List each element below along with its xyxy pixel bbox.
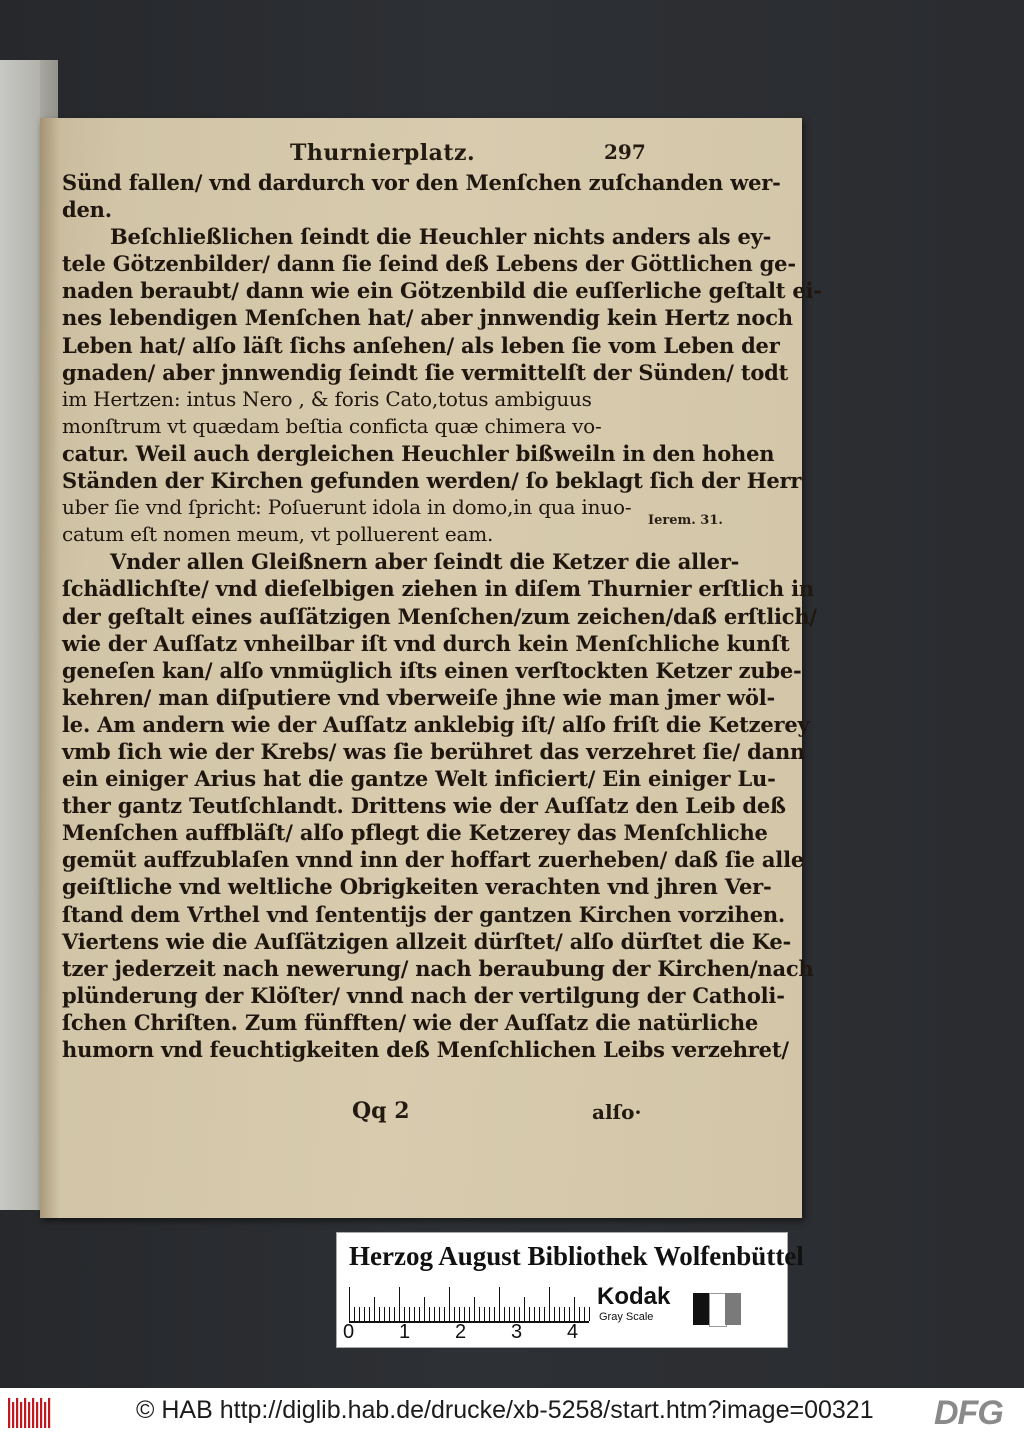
ruler-tick [509, 1307, 510, 1321]
footer-credit-link[interactable]: © HAB http://diglib.hab.de/drucke/xb-5258/start.htm?image=00321 [136, 1396, 874, 1424]
ruler-tick [349, 1287, 350, 1321]
hab-logo-bar [36, 1402, 38, 1428]
ruler-tick [499, 1287, 500, 1321]
ruler [349, 1281, 589, 1323]
text-line: den. [62, 197, 112, 223]
text-line: Viertens wie die Auſſätzigen allzeit dürſtet/ alſo dürſtet die Ke- [62, 928, 791, 954]
text-line: Vnder allen Gleißnern aber ſeindt die Ketzer die aller- [110, 549, 740, 575]
text-line: uber ſie vnd ſpricht: Poſuerunt idola in domo,in qua inuo- [62, 495, 632, 520]
hab-logo-icon [6, 1396, 50, 1430]
ruler-tick [549, 1287, 550, 1321]
hab-logo-bar [28, 1402, 30, 1428]
ruler-tick [394, 1307, 395, 1321]
ruler-tick [449, 1287, 450, 1321]
text-line: ther gantz Teutſchlandt. Drittens wie der Auſſatz den Leib deß [62, 793, 786, 819]
ruler-tick [504, 1307, 505, 1321]
ruler-tick [469, 1307, 470, 1321]
ruler-number: 0 [343, 1321, 355, 1343]
text-line: der geſtalt eines auſſätzigen Menſchen/zum zeichen/daß erſtlich/ [62, 603, 817, 629]
catchword: alſo· [592, 1100, 642, 1124]
ruler-tick [389, 1307, 390, 1321]
ruler-tick [474, 1297, 475, 1321]
text-line: ſchädlichſte/ vnd dieſelbigen ziehen in diſem Thurnier erſtlich in [62, 576, 814, 602]
ruler-tick [519, 1307, 520, 1321]
text-line: Menſchen auffbläſt/ alſo pflegt die Ketzerey das Menſchliche [62, 820, 768, 846]
ruler-tick [584, 1307, 585, 1321]
page-number: 297 [604, 140, 646, 164]
text-line: catum eſt nomen meum, vt polluerent eam. [62, 522, 494, 547]
ruler-tick [544, 1307, 545, 1321]
ruler-tick [409, 1307, 410, 1321]
ruler-number: 4 [567, 1321, 579, 1343]
hab-logo-bar [20, 1402, 22, 1428]
ruler-tick [524, 1297, 525, 1321]
ruler-tick [354, 1307, 355, 1321]
hab-logo-bar [24, 1398, 26, 1428]
footer-bar [0, 1388, 1024, 1438]
text-line: tele Götzenbilder/ dann ſie ſeind deß Lebens der Göttlichen ge- [62, 251, 796, 277]
ruler-tick [464, 1307, 465, 1321]
ruler-tick [529, 1307, 530, 1321]
text-line: ſtand dem Vrthel vnd ſententijs der gantzen Kirchen vorzihen. [62, 901, 786, 927]
ruler-tick [554, 1307, 555, 1321]
hab-logo-bar [32, 1398, 34, 1428]
ruler-tick [574, 1297, 575, 1321]
ruler-tick [419, 1307, 420, 1321]
ruler-tick [399, 1287, 400, 1321]
ruler-tick [569, 1307, 570, 1321]
ruler-tick [424, 1297, 425, 1321]
kodak-subtitle: Gray Scale [599, 1311, 654, 1323]
text-line: vmb ſich wie der Krebs/ was ſie berühret das verzehret ſie/ dann [62, 738, 806, 764]
text-line: kehren/ man diſputiere vnd vberweiſe jhne wie man jmer wöl- [62, 684, 776, 710]
text-line: naden beraubt/ dann wie ein Götzenbild die euſſerliche geſtalt ei- [62, 278, 822, 304]
ruler-tick [494, 1307, 495, 1321]
ruler-tick [564, 1307, 565, 1321]
text-line: Leben hat/ alſo läſt ſichs anſehen/ als leben ſie vom Leben der [62, 332, 780, 358]
ruler-tick [439, 1307, 440, 1321]
signature-mark: Qq 2 [352, 1098, 410, 1124]
text-line: le. Am andern wie der Auſſatz anklebig iſt/ alſo friſt die Ketzerey [62, 711, 810, 737]
text-line: geneſen kan/ alſo vnmüglich iſts einen verſtockten Ketzer zube- [62, 657, 802, 683]
scale-card [336, 1232, 804, 1348]
hab-logo-bar [44, 1402, 46, 1428]
gray-swatch-gray [725, 1293, 741, 1325]
text-line: geiſtliche vnd weltliche Obrigkeiten verachten vnd jhren Ver- [62, 874, 772, 900]
gray-swatch-black [693, 1293, 709, 1325]
text-line: wie der Auſſatz vnheilbar iſt vnd durch kein Menſchliche kunſt [62, 630, 790, 656]
ruler-tick [539, 1307, 540, 1321]
text-line: ein einiger Arius hat die gantze Welt inficiert/ Ein einiger Lu- [62, 766, 776, 792]
ruler-tick [359, 1307, 360, 1321]
hab-logo-bar [48, 1398, 50, 1428]
ruler-number: 3 [511, 1321, 523, 1343]
ruler-tick [374, 1297, 375, 1321]
ruler-tick [369, 1307, 370, 1321]
running-title: Thurnierplatz. [290, 140, 476, 166]
hab-logo-bar [40, 1398, 42, 1428]
ruler-tick [589, 1307, 590, 1321]
ruler-tick [559, 1307, 560, 1321]
text-line: Beſchließlichen ſeindt die Heuchler nichts anders als ey- [110, 224, 772, 250]
text-line: im Hertzen: intus Nero , & foris Cato,totus ambiguus [62, 386, 592, 411]
ruler-tick [404, 1307, 405, 1321]
dfg-logo: DFG [934, 1394, 1003, 1432]
ruler-tick [429, 1307, 430, 1321]
ruler-tick [579, 1307, 580, 1321]
ruler-tick [514, 1307, 515, 1321]
text-line: Ständen der Kirchen gefunden werden/ ſo beklagt ſich der Herr [62, 468, 802, 494]
text-line: gnaden/ aber jnnwendig ſeindt ſie vermittelſt der Sünden/ todt [62, 359, 789, 385]
ruler-tick [384, 1307, 385, 1321]
text-line: nes lebendigen Menſchen hat/ aber jnnwendig kein Hertz noch [62, 305, 793, 331]
text-line: plünderung der Klöſter/ vnnd nach der vertilgung der Catholi- [62, 982, 785, 1008]
text-line: gemüt auffzublaſen vnnd inn der hoffart zuerheben/ daß ſie alle [62, 847, 805, 873]
margin-note: Ierem. 31. [648, 513, 723, 528]
ruler-tick [459, 1307, 460, 1321]
hab-logo-bar [12, 1402, 14, 1428]
ruler-number: 1 [399, 1321, 411, 1343]
text-line: humorn vnd feuchtigkeiten deß Menſchlichen Leibs verzehret/ [62, 1037, 789, 1062]
ruler-tick [489, 1307, 490, 1321]
hab-logo-bar [8, 1398, 10, 1428]
ruler-tick [414, 1307, 415, 1321]
text-line: tzer jederzeit nach newerung/ nach beraubung der Kirchen/nach [62, 955, 814, 981]
text-line: monſtrum vt quædam beſtia conficta quæ chimera vo- [62, 413, 602, 438]
kodak-logo: Kodak [597, 1283, 671, 1310]
previous-page-highlight [0, 60, 40, 1210]
text-line: catur. Weil auch dergleichen Heuchler bißweiln in den hohen [62, 440, 775, 466]
ruler-tick [454, 1307, 455, 1321]
ruler-tick [364, 1307, 365, 1321]
hab-logo-bar [16, 1398, 18, 1428]
ruler-tick [434, 1307, 435, 1321]
ruler-tick [534, 1307, 535, 1321]
card-title: Herzog August Bibliothek Wolfenbüttel [349, 1241, 804, 1271]
text-line: Sünd fallen/ vnd dardurch vor den Menſchen zuſchanden wer- [62, 170, 781, 195]
text-line: ſchen Chriſten. Zum fünfften/ wie der Auſſatz die natürliche [62, 1009, 759, 1035]
page-gutter-shadow [40, 118, 60, 1218]
ruler-number: 2 [455, 1321, 467, 1343]
ruler-tick [479, 1307, 480, 1321]
ruler-tick [444, 1307, 445, 1321]
ruler-tick [379, 1307, 380, 1321]
ruler-tick [484, 1307, 485, 1321]
